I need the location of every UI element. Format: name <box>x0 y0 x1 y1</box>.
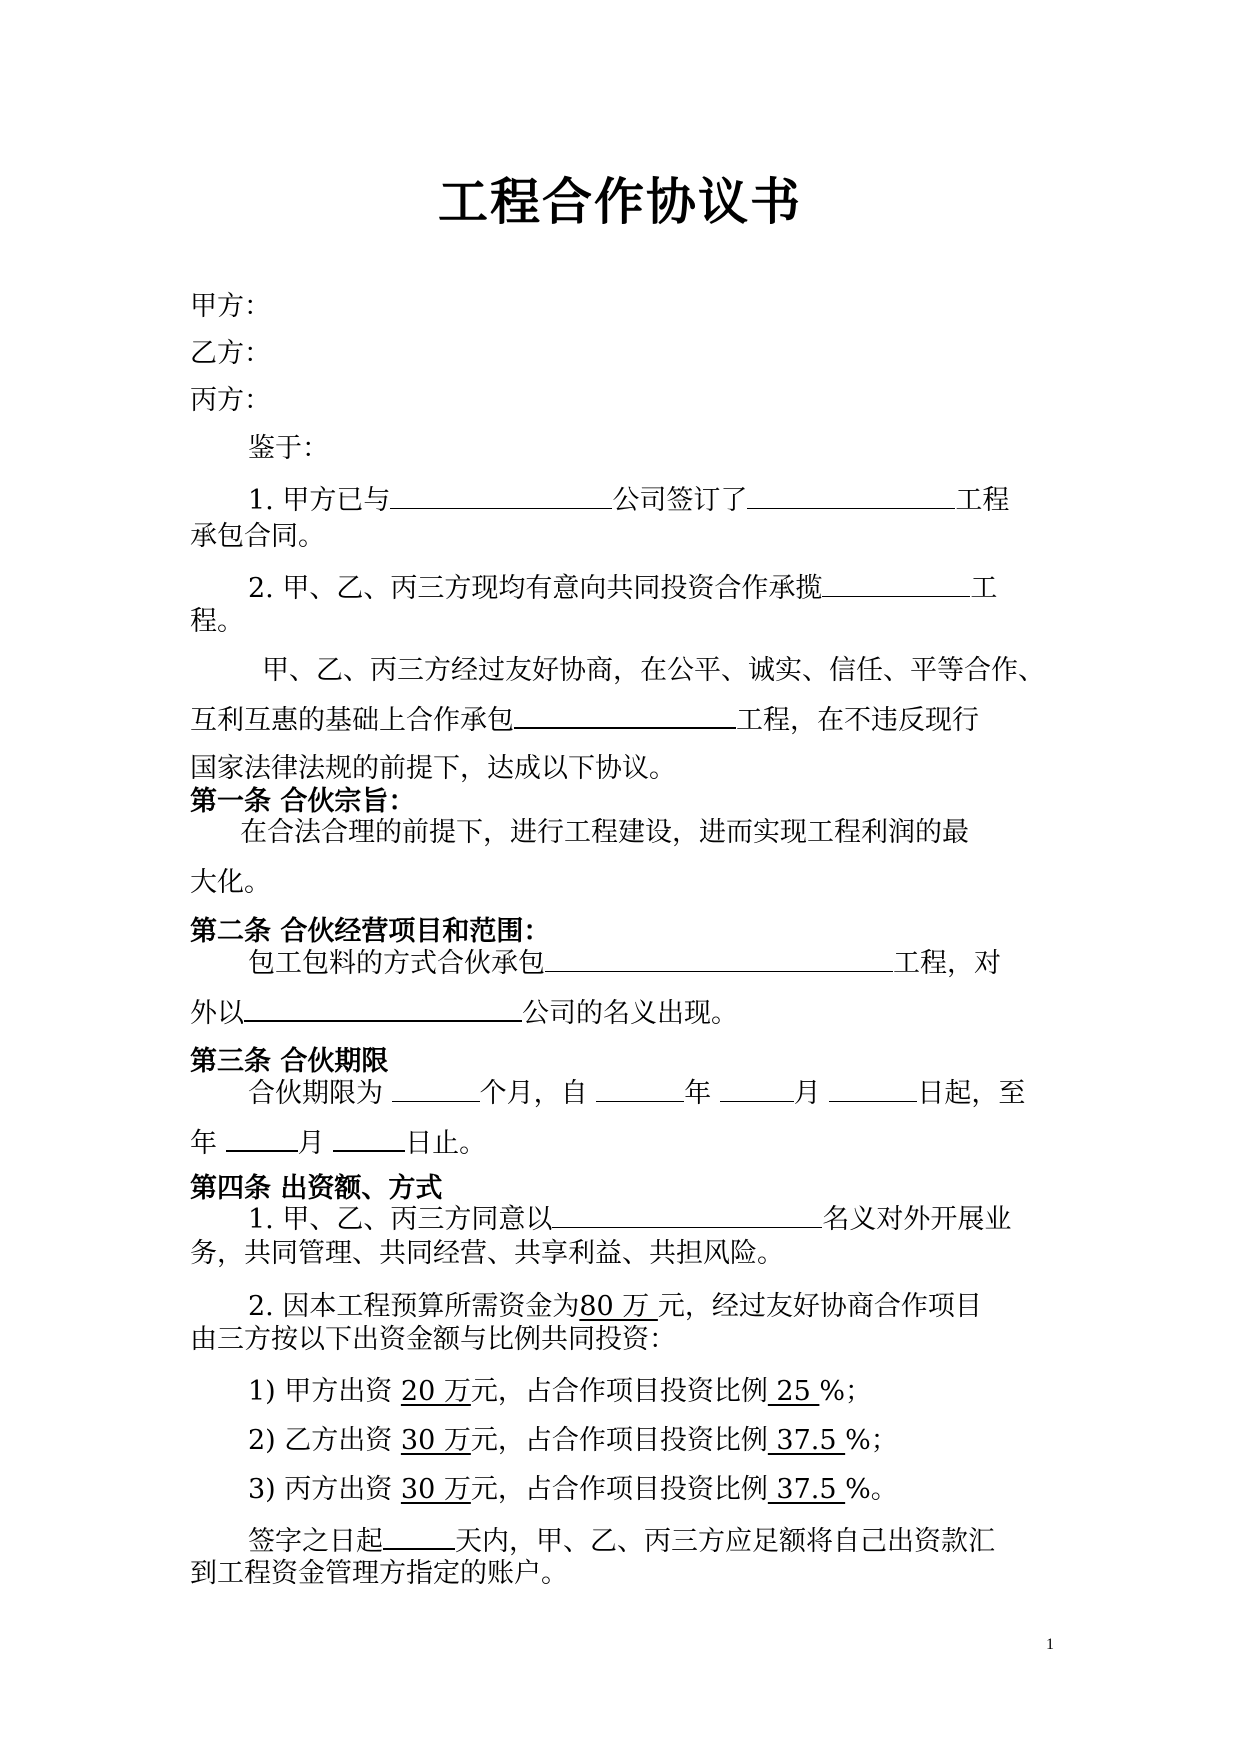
article-4-clause-2-cont: 由三方按以下出资金额与比例共同投资： <box>190 1324 676 1355</box>
blank-field <box>747 484 955 509</box>
blank-field <box>822 572 970 597</box>
article-1-line-2: 大化。 <box>190 867 271 898</box>
article-1-line-1: 在合法合理的前提下，进行工程建设，进而实现工程利润的最 <box>240 817 969 848</box>
article-4-heading: 第四条 出资额、方式 <box>190 1173 443 1204</box>
intro-line-2: 互利互惠的基础上合作承包 工程，在不违反现行 <box>190 705 979 736</box>
party-c-label: 丙方： <box>190 385 271 416</box>
blank-field <box>514 703 736 729</box>
article-2-line-2: 外以 公司的名义出现。 <box>190 998 738 1029</box>
article-3-heading: 第三条 合伙期限 <box>190 1046 389 1077</box>
document-title: 工程合作协议书 <box>438 172 802 231</box>
party-a-label: 甲方： <box>190 291 271 322</box>
article-4-clause-1: 1. 甲、乙、丙三方同意以 名义对外开展业 <box>248 1204 1012 1235</box>
total-amount: 80 万 <box>579 1291 658 1322</box>
investment-item-b: 2) 乙方出资 30 万元，占合作项目投资比例 37.5 %； <box>248 1425 898 1456</box>
article-2-heading: 第二条 合伙经营项目和范围： <box>190 916 551 947</box>
blank-field <box>720 1077 794 1102</box>
blank-field <box>383 1524 455 1550</box>
article-4-clause-1-cont: 务，共同管理、共同经营、共享利益、共担风险。 <box>190 1238 784 1269</box>
blank-field <box>545 947 893 972</box>
intro-line-3: 国家法律法规的前提下，达成以下协议。 <box>190 753 676 784</box>
blank-field <box>390 484 612 509</box>
article-1-heading: 第一条 合伙宗旨： <box>190 786 416 817</box>
article-2-line-1: 包工包料的方式合伙承包 工程，对 <box>248 948 1001 979</box>
whereas-clause-2: 2. 甲、乙、丙三方现均有意向共同投资合作承揽 工 <box>248 573 998 604</box>
page-number: 1 <box>1046 1636 1054 1653</box>
whereas-clause-1-cont: 承包合同。 <box>190 521 325 552</box>
blank-field <box>226 1126 298 1152</box>
intro-line-1: 甲、乙、丙三方经过友好协商，在公平、诚实、信任、平等合作、 <box>262 655 1045 686</box>
whereas-clause-1: 1. 甲方已与 公司签订了 工程 <box>248 485 1010 516</box>
party-b-label: 乙方： <box>190 338 271 369</box>
blank-field <box>244 996 522 1022</box>
blank-field <box>552 1203 822 1228</box>
signing-clause: 签字之日起 天内，甲、乙、丙三方应足额将自己出资款汇 <box>248 1526 995 1557</box>
blank-field <box>392 1077 480 1102</box>
article-4-clause-2: 2. 因本工程预算所需资金为80 万 元，经过友好协商合作项目 <box>248 1291 982 1322</box>
blank-field <box>829 1077 917 1102</box>
signing-clause-cont: 到工程资金管理方指定的账户。 <box>190 1558 568 1589</box>
article-3-line-1: 合伙期限为 个月，自 年 月 日起，至 <box>248 1078 1026 1109</box>
whereas-clause-2-cont: 程。 <box>190 606 244 637</box>
blank-field <box>333 1126 405 1152</box>
whereas-label: 鉴于： <box>248 433 329 464</box>
investment-item-c: 3) 丙方出资 30 万元，占合作项目投资比例 37.5 %。 <box>248 1474 898 1505</box>
blank-field <box>596 1077 684 1102</box>
article-3-line-2: 年 月 日止。 <box>190 1128 487 1159</box>
investment-item-a: 1) 甲方出资 20 万元，占合作项目投资比例 25 %； <box>248 1376 873 1407</box>
